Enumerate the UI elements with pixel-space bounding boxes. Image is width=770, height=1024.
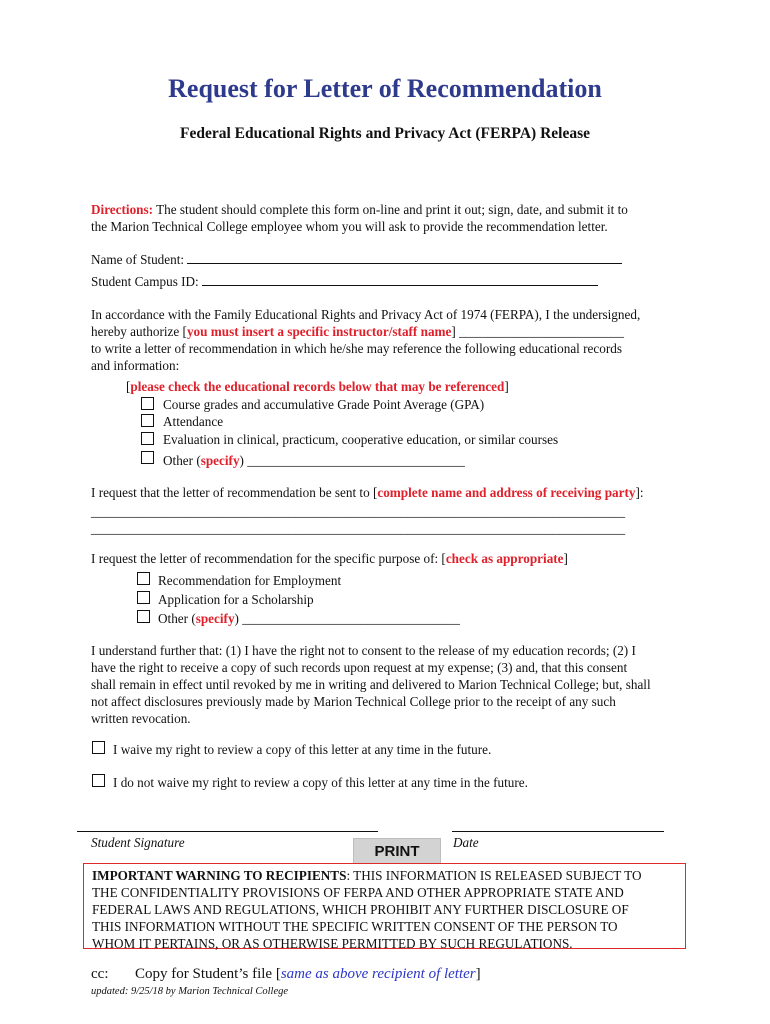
purpose-other-specify: specify xyxy=(195,611,235,626)
understand-line-2: have the right to receive a copy of such records upon request at my expense; (3) and, that this consent xyxy=(91,660,628,675)
ferpa-line-1: In accordance with the Family Educational Rights and Privacy Act of 1974 (FERPA), I the undersigned, xyxy=(91,307,641,322)
records-attendance-label: Attendance xyxy=(163,414,224,429)
recipient-instruction xyxy=(91,484,644,501)
student-signature-line[interactable] xyxy=(77,831,378,832)
directions-text-1: The student should complete this form on-line and print it out; sign, date, and submit it to xyxy=(156,202,628,217)
understand-line-3: shall remain in effect until revoked by me in writing and delivered to Marion Technical College; but, shall xyxy=(91,677,651,692)
warning-line-3: FEDERAL LAWS AND REGULATIONS, WHICH PROHIBIT ANY FURTHER DISCLOSURE OF xyxy=(92,902,629,917)
purpose-scholarship-label: Application for a Scholarship xyxy=(158,592,314,607)
purpose-red: check as appropriate xyxy=(445,551,564,566)
purpose-other-checkbox[interactable] xyxy=(137,610,150,623)
print-button[interactable]: PRINT xyxy=(353,838,441,864)
campus-id-field[interactable] xyxy=(202,273,598,286)
purpose-instruction xyxy=(91,550,568,567)
footer-updated: updated: 9/25/18 by Marion Technical College xyxy=(91,986,289,997)
warning-heading: IMPORTANT WARNING TO RECIPIENTS xyxy=(92,868,347,883)
instructor-name-field[interactable]: ] _________________________ xyxy=(451,324,624,339)
recipient-field-line-2[interactable]: _________________________________________________________________________________ xyxy=(91,521,626,536)
records-other-specify: specify xyxy=(200,453,240,468)
purpose-scholarship-checkbox[interactable] xyxy=(137,591,150,604)
warning-line-5: WHOM IT PERTAINS, OR AS OTHERWISE PERMITTED BY SUCH REGULATIONS. xyxy=(92,936,573,951)
campus-id-row xyxy=(91,273,598,290)
cc-text-post: ] xyxy=(475,966,481,982)
purpose-post: ] xyxy=(563,551,568,566)
understand-line-1: I understand further that: (1) I have the right not to consent to the release of my education records; (2) I xyxy=(91,643,636,658)
warning-line-2: THE CONFIDENTIALITY PROVISIONS OF FERPA AND OTHER APPROPRIATE STATE AND xyxy=(92,885,624,900)
warning-line-1-rest: : THIS INFORMATION IS RELEASED SUBJECT TO xyxy=(346,868,642,883)
records-evaluation-checkbox[interactable] xyxy=(141,432,154,445)
page-title: Request for Letter of Recommendation xyxy=(168,74,602,103)
recipient-post: ]: xyxy=(635,485,644,500)
ferpa-line-2 xyxy=(91,323,624,340)
records-other-checkbox[interactable] xyxy=(141,451,154,464)
purpose-other-field[interactable]: ) _________________________________ xyxy=(234,611,460,626)
records-other-field[interactable]: ) _________________________________ xyxy=(239,453,465,468)
cc-text-pre: Copy for Student’s file [ xyxy=(135,966,281,982)
purpose-other-row xyxy=(158,610,460,627)
recipient-field-line-1[interactable]: _________________________________________________________________________________ xyxy=(91,504,626,519)
purpose-pre: I request the letter of recommendation for the specific purpose of: [ xyxy=(91,551,446,566)
date-label: Date xyxy=(453,835,479,850)
cc-label: cc: xyxy=(91,966,109,982)
student-signature-label: Student Signature xyxy=(91,835,185,850)
ferpa-line-2-pre: hereby authorize [ xyxy=(91,324,187,339)
not-waive-right-label: I do not waive my right to review a copy of this letter at any time in the future. xyxy=(113,775,528,790)
ferpa-line-3: to write a letter of recommendation in which he/she may reference the following educational records xyxy=(91,341,622,356)
instructor-name-instruction: you must insert a specific instructor/staff name xyxy=(186,324,452,339)
not-waive-right-checkbox[interactable] xyxy=(92,774,105,787)
purpose-other-pre: Other ( xyxy=(158,611,196,626)
waive-right-checkbox[interactable] xyxy=(92,741,105,754)
records-evaluation-label: Evaluation in clinical, practicum, cooperative education, or similar courses xyxy=(163,432,559,447)
cc-text xyxy=(135,966,481,983)
records-other-pre: Other ( xyxy=(163,453,201,468)
date-line[interactable] xyxy=(452,831,664,832)
purpose-employment-checkbox[interactable] xyxy=(137,572,150,585)
student-name-row xyxy=(91,251,622,268)
records-attendance-checkbox[interactable] xyxy=(141,414,154,427)
recipient-red: complete name and address of receiving party xyxy=(377,485,636,500)
records-gpa-label: Course grades and accumulative Grade Point Average (GPA) xyxy=(163,397,485,412)
records-other-row xyxy=(163,452,465,469)
ferpa-line-4: and information: xyxy=(91,358,180,373)
records-instruction xyxy=(126,378,509,395)
waive-right-label: I waive my right to review a copy of this letter at any time in the future. xyxy=(113,742,492,757)
warning-line-1 xyxy=(92,867,677,884)
cc-text-recipient: same as above recipient of letter xyxy=(280,966,476,982)
understand-line-5: written revocation. xyxy=(91,711,191,726)
page-subtitle: Federal Educational Rights and Privacy Act (FERPA) Release xyxy=(180,125,590,142)
records-bracket-open: [ xyxy=(126,379,131,394)
records-bracket-close: ] xyxy=(504,379,509,394)
records-gpa-checkbox[interactable] xyxy=(141,397,154,410)
understand-line-4: not affect disclosures previously made by Marion Technical College prior to the receipt of any such xyxy=(91,694,616,709)
recipient-pre: I request that the letter of recommendation be sent to [ xyxy=(91,485,378,500)
recipient-warning-box xyxy=(83,863,686,949)
campus-id-label: Student Campus ID: xyxy=(91,274,199,289)
directions-label: Directions: xyxy=(91,202,154,217)
directions-line-1 xyxy=(91,201,628,218)
student-name-label: Name of Student: xyxy=(91,252,185,267)
student-name-field[interactable] xyxy=(187,251,622,264)
warning-line-4: THIS INFORMATION WITHOUT THE SPECIFIC WRITTEN CONSENT OF THE PERSON TO xyxy=(92,919,618,934)
directions-text-2: the Marion Technical College employee whom you will ask to provide the recommendation letter. xyxy=(91,219,608,234)
records-instruction-text: please check the educational records below that may be referenced xyxy=(130,379,505,394)
purpose-employment-label: Recommendation for Employment xyxy=(158,573,342,588)
